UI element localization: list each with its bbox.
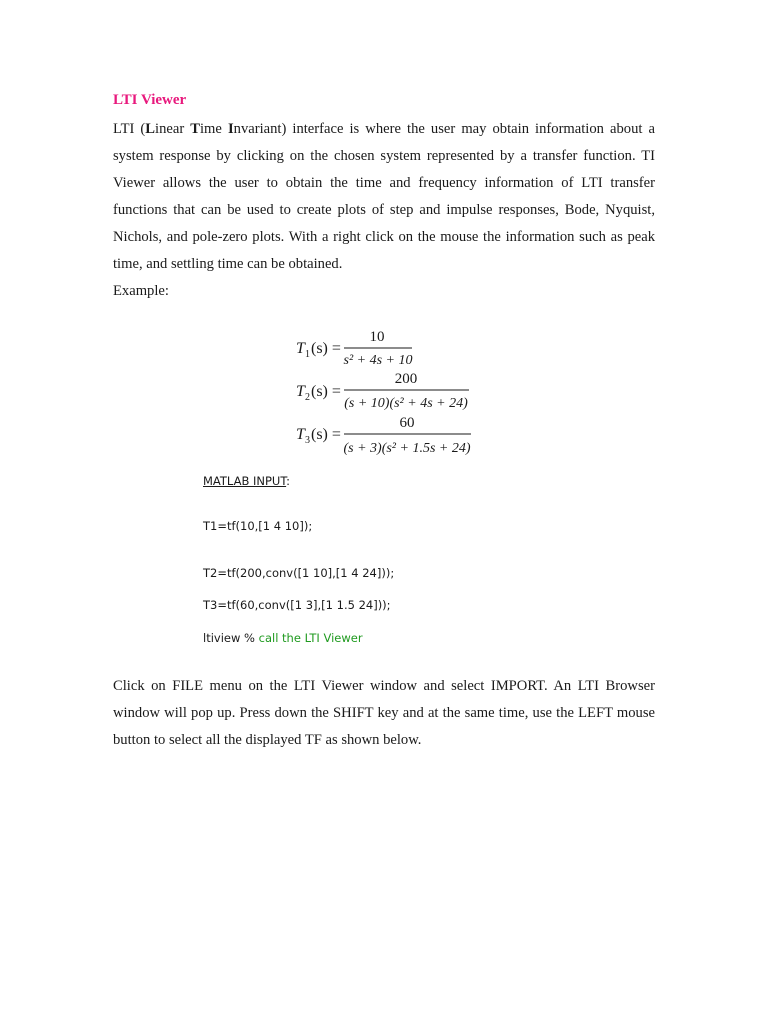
intro-text: inear <box>155 121 191 137</box>
code-line-t1: T1=tf(10,[1 4 10]); <box>203 519 313 533</box>
example-label: Example: <box>113 283 169 299</box>
ltiview-command: ltiview % <box>203 631 259 645</box>
code-line-t2: T2=tf(200,conv([1 10],[1 4 24])); <box>203 566 395 580</box>
matlab-label-text: MATLAB INPUT <box>203 474 287 488</box>
eq-lhs-arg: (s) = <box>311 383 341 400</box>
eq-lhs-var: T <box>296 383 305 400</box>
eq-lhs-arg: (s) = <box>311 426 341 443</box>
eq-denominator: (s + 3)(s² + 1.5s + 24) <box>343 441 471 456</box>
eq-lhs-arg: (s) = <box>311 340 341 357</box>
intro-text: nvariant) interface is where the user may obtain information about a system response by clicking on the chosen system represented by a transfer function. TI Viewer allows the user to obtain the time and frequency information of LTI transfer functions that can be used to create plots of step and impulse responses, Bode, Nyquist, Nichols, and pole-zero plots. With a right click on the mouse the information such as peak time, and settling time can be obtained. <box>113 121 655 272</box>
transfer-function-equations <box>280 322 540 462</box>
intro-bold-i: I <box>227 121 234 137</box>
code-line-t3: T3=tf(60,conv([1 3],[1 1.5 24])); <box>203 598 391 612</box>
eq-lhs-sub: 1 <box>305 349 310 360</box>
eq-lhs-sub: 3 <box>305 435 310 446</box>
eq-numerator: 60 <box>399 415 415 431</box>
code-line-ltiview <box>203 631 363 645</box>
eq-lhs-var: T <box>296 340 305 357</box>
eq-denominator: s² + 4s + 10 <box>343 353 413 368</box>
eq-lhs-sub: 2 <box>305 392 310 403</box>
equation-t2 <box>296 371 469 411</box>
eq-numerator: 10 <box>369 329 385 345</box>
eq-lhs-var: T <box>296 426 305 443</box>
equation-t3 <box>296 415 471 456</box>
eq-numerator: 200 <box>394 371 418 387</box>
intro-bold-t: T <box>190 121 200 137</box>
matlab-input-label <box>203 474 290 488</box>
eq-denominator: (s + 10)(s² + 4s + 24) <box>344 396 468 411</box>
intro-text: ime <box>200 121 228 137</box>
intro-paragraph <box>113 116 655 278</box>
equation-t1 <box>296 329 413 368</box>
instructions-paragraph: Click on FILE menu on the LTI Viewer window and select IMPORT. An LTI Browser window will pop up. Press down the SHIFT key and at the same time, use the LEFT mouse button to select all the displayed TF as shown below. <box>113 678 655 748</box>
intro-text: LTI ( <box>113 121 146 137</box>
intro-bold-l: L <box>145 121 156 137</box>
section-heading: LTI Viewer <box>113 92 187 108</box>
ltiview-comment: call the LTI Viewer <box>258 631 363 645</box>
matlab-label-colon: : <box>286 474 290 488</box>
